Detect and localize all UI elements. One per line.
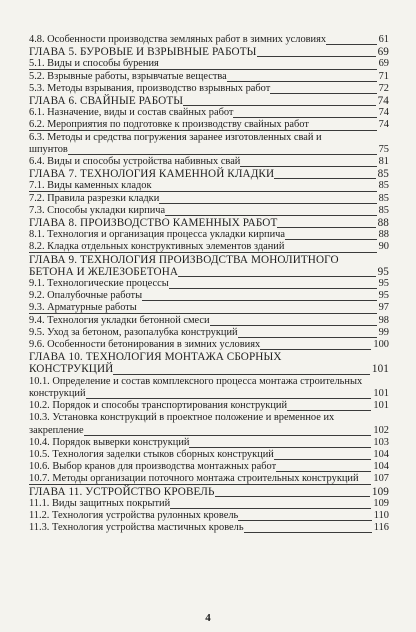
toc-entry-page: 109 xyxy=(373,497,389,509)
toc-entry-page: 85 xyxy=(378,180,389,192)
toc-section-entry xyxy=(29,205,389,217)
toc-section-entry xyxy=(29,412,389,436)
toc-entry-page: 90 xyxy=(378,241,389,253)
toc-entry-title: 6.3. Методы и средства погружения заранее изготовленных свай и шпунтов xyxy=(29,131,322,155)
toc-entry-page: 88 xyxy=(378,229,389,241)
toc-entry-title: ГЛАВА 9. ТЕХНОЛОГИЯ ПРОИЗВОДСТВА МОНОЛИТНОГО БЕТОНА И ЖЕЛЕЗОБЕТОНА xyxy=(29,253,339,278)
toc-entry-page: 103 xyxy=(373,436,389,448)
toc-section-entry xyxy=(29,339,389,351)
toc-entry-title: 9.6. Особенности бетонирования в зимних условиях xyxy=(29,339,261,351)
toc-entry-title: 10.6. Выбор кранов для производства монтажных работ xyxy=(29,461,277,473)
toc-entry-page: 95 xyxy=(377,265,389,278)
toc-section-entry xyxy=(29,473,389,485)
toc-section-entry xyxy=(29,302,389,314)
toc-entry-page: 101 xyxy=(373,387,389,399)
toc-entry-title: 6.1. Назначение, виды и состав свайных работ xyxy=(29,107,234,119)
toc-entry-page: 85 xyxy=(378,192,389,204)
toc-chapter-entry xyxy=(29,486,389,498)
toc-entry-title: 11.2. Технология устройства рулонных кровель xyxy=(29,509,239,521)
toc-entry-title: 10.4. Порядок выверки конструкций xyxy=(29,436,190,448)
toc-entry-page: 85 xyxy=(377,168,389,181)
toc-entry-page: 85 xyxy=(378,204,389,216)
toc-entry-title: 8.1. Технология и организация процесса укладки кирпича xyxy=(29,229,286,241)
toc-entry-title: 10.7. Методы организации поточного монтажа строительных конструкций xyxy=(29,473,359,485)
toc-entry-page: 101 xyxy=(371,363,389,376)
toc-entry-page: 74 xyxy=(378,119,389,131)
page-number: 4 xyxy=(205,612,211,624)
toc-chapter-entry xyxy=(29,95,389,107)
toc-entry-page: 75 xyxy=(378,143,389,155)
toc-entry-page: 72 xyxy=(378,82,389,94)
toc-section-entry xyxy=(29,83,389,95)
toc-entry-title: 10.1. Определение и состав комплексного процесса монтажа строительных конструкций xyxy=(29,375,363,399)
toc-section-entry xyxy=(29,461,389,473)
toc-entry-page: 69 xyxy=(377,46,389,59)
toc-entry-title: 9.4. Технология укладки бетонной смеси xyxy=(29,314,210,326)
toc-entry-page: 116 xyxy=(373,522,389,534)
toc-entry-page: 95 xyxy=(378,278,389,290)
toc-entry-title: ГЛАВА 6. СВАЙНЫЕ РАБОТЫ xyxy=(29,95,184,108)
toc-entry-page: 109 xyxy=(371,485,389,498)
toc-entry-title: 9.5. Уход за бетоном, разопалубка конструкций xyxy=(29,326,238,338)
toc-section-entry xyxy=(29,522,389,534)
toc-entry-title: 11.1. Виды защитных покрытий xyxy=(29,497,171,509)
toc-entry-page: 88 xyxy=(377,217,389,230)
toc-entry-page: 97 xyxy=(378,302,389,314)
toc-section-entry xyxy=(29,34,389,46)
toc-entry-page: 81 xyxy=(378,156,389,168)
toc-entry-page: 104 xyxy=(373,461,389,473)
toc-entry-title: 11.3. Технология устройства мастичных кровель xyxy=(29,522,244,534)
toc-entry-page: 102 xyxy=(373,424,389,436)
toc-entry-title: 5.2. Взрывные работы, взрывчатые вещества xyxy=(29,70,227,82)
toc-section-entry xyxy=(29,119,389,131)
toc-entry-title: 10.2. Порядок и способы транспортирования конструкций xyxy=(29,400,288,412)
toc-chapter-entry xyxy=(29,46,389,58)
toc-entry-page: 101 xyxy=(373,400,389,412)
toc-section-entry xyxy=(29,58,389,70)
toc-section-entry xyxy=(29,376,389,400)
toc-section-entry xyxy=(29,290,389,302)
toc-entry-page: 100 xyxy=(373,339,389,351)
toc-section-entry xyxy=(29,510,389,522)
toc-entry-title: 5.1. Виды и способы бурения xyxy=(29,58,159,70)
toc-section-entry xyxy=(29,400,389,412)
toc-entry-page: 104 xyxy=(373,448,389,460)
toc-section-entry xyxy=(29,229,389,241)
toc-section-entry xyxy=(29,180,389,192)
toc-entry-title: 6.2. Мероприятия по подготовке к производству свайных работ xyxy=(29,119,309,131)
toc-entry-title: 7.3. Способы укладки кирпича xyxy=(29,204,166,216)
toc-entry-title: 7.1. Виды каменных кладок xyxy=(29,180,152,192)
toc-section-entry xyxy=(29,241,389,253)
toc-entry-title: 7.2. Правила разрезки кладки xyxy=(29,192,160,204)
toc-entry-title: ГЛАВА 7. ТЕХНОЛОГИЯ КАМЕННОЙ КЛАДКИ xyxy=(29,168,275,181)
toc-entry-page: 71 xyxy=(378,70,389,82)
toc-section-entry xyxy=(29,437,389,449)
toc-entry-page: 95 xyxy=(378,290,389,302)
toc-entry-page: 61 xyxy=(378,34,389,45)
toc-section-entry xyxy=(29,156,389,168)
toc-entry-title: 5.3. Методы взрывания, производство взрывных работ xyxy=(29,82,271,94)
toc-entry-page: 69 xyxy=(378,58,389,70)
toc-chapter-entry xyxy=(29,217,389,229)
toc-entry-page: 74 xyxy=(377,95,389,108)
toc-entry-title: ГЛАВА 8. ПРОИЗВОДСТВО КАМЕННЫХ РАБОТ xyxy=(29,217,278,230)
toc-section-entry xyxy=(29,449,389,461)
toc-entry-page: 99 xyxy=(378,326,389,338)
table-of-contents xyxy=(29,34,389,534)
toc-entry-title: 8.2. Кладка отдельных конструктивных элементов зданий xyxy=(29,241,285,253)
toc-entry-page: 98 xyxy=(378,314,389,326)
toc-section-entry xyxy=(29,193,389,205)
toc-section-entry xyxy=(29,71,389,83)
toc-chapter-entry xyxy=(29,254,389,278)
toc-section-entry xyxy=(29,278,389,290)
toc-entry-title: 9.3. Арматурные работы xyxy=(29,302,137,314)
toc-entry-page: 107 xyxy=(373,473,389,485)
toc-entry-title: 9.1. Технологические процессы xyxy=(29,278,169,290)
toc-entry-title: 9.2. Опалубочные работы xyxy=(29,290,143,302)
toc-section-entry xyxy=(29,132,389,156)
toc-chapter-entry xyxy=(29,351,389,375)
toc-section-entry xyxy=(29,498,389,510)
toc-entry-page: 74 xyxy=(378,107,389,119)
toc-chapter-entry xyxy=(29,168,389,180)
toc-entry-title: ГЛАВА 10. ТЕХНОЛОГИЯ МОНТАЖА СБОРНЫХ КОНСТРУКЦИЙ xyxy=(29,351,282,376)
toc-entry-title: ГЛАВА 11. УСТРОЙСТВО КРОВЕЛЬ xyxy=(29,485,215,498)
toc-entry-title: ГЛАВА 5. БУРОВЫЕ И ВЗРЫВНЫЕ РАБОТЫ xyxy=(29,46,257,59)
toc-section-entry xyxy=(29,315,389,327)
toc-entry-title: 10.5. Технология заделки стыков сборных конструкций xyxy=(29,448,274,460)
toc-section-entry xyxy=(29,107,389,119)
toc-entry-title: 4.8. Особенности производства земляных работ в зимних условиях xyxy=(29,34,327,45)
toc-section-entry xyxy=(29,327,389,339)
toc-entry-title: 10.3. Установка конструкций в проектное положение и временное их закрепление xyxy=(29,412,335,436)
toc-entry-title: 6.4. Виды и способы устройства набивных свай xyxy=(29,156,241,168)
toc-entry-page: 110 xyxy=(373,509,389,521)
toc-leader-line xyxy=(29,154,389,155)
